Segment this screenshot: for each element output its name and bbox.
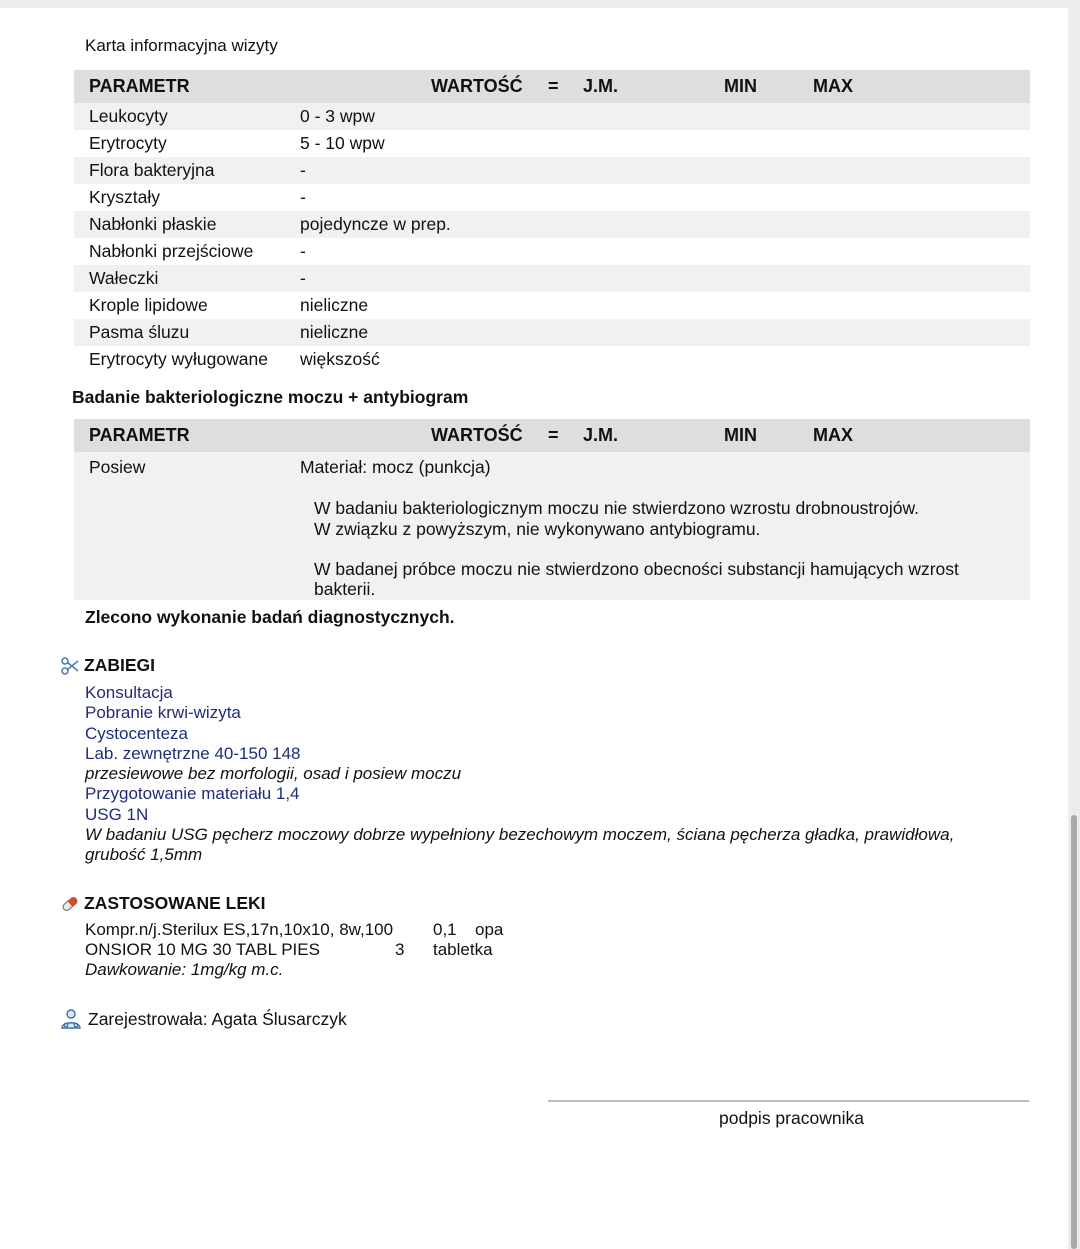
procedure-note: przesiewowe bez morfologii, osad i posiew moczu (85, 764, 462, 784)
signature-label: podpis pracownika (719, 1108, 864, 1128)
param-name: Nabłonki płaskie (89, 214, 217, 234)
dosage-text: Dawkowanie: 1mg/kg m.c. (85, 960, 284, 979)
param-name: Wałeczki (89, 268, 159, 288)
header-eq: = (548, 76, 559, 96)
param-value: większość (300, 349, 380, 369)
document-title: Karta informacyjna wizyty (85, 36, 278, 55)
medication-qty: 0,1 (433, 920, 457, 939)
procedure-item: Cystocenteza (85, 723, 188, 743)
bacteriology-title: Badanie bakteriologiczne moczu + antybiogram (72, 387, 469, 407)
param-name: Erytrocyty wyługowane (89, 349, 268, 369)
result-line: bakterii. (314, 579, 376, 599)
bacteriology-row (74, 452, 1030, 600)
table-header (74, 70, 1030, 103)
param-name: Erytrocyty (89, 133, 167, 153)
medication-name: ONSIOR 10 MG 30 TABL PIES (85, 940, 320, 959)
header-wartosc: WARTOŚĆ (431, 425, 523, 445)
header-min: MIN (724, 425, 757, 445)
param-name: Nabłonki przejściowe (89, 241, 254, 261)
material-value: Materiał: mocz (punkcja) (300, 457, 491, 477)
procedure-note: W badaniu USG pęcherz moczowy dobrze wypełniony bezechowym moczem, ściana pęcherza gładka, prawidłowa, (85, 825, 955, 845)
header-max: MAX (813, 425, 853, 445)
param-name: Leukocyty (89, 106, 168, 126)
medications-title: ZASTOSOWANE LEKI (84, 893, 266, 913)
table-row (74, 103, 1030, 130)
table-row (74, 130, 1030, 157)
param-value: - (300, 268, 306, 288)
param-value: - (300, 160, 306, 180)
header-parametr: PARAMETR (89, 76, 190, 96)
result-line: W badaniu bakteriologicznym moczu nie stwierdzono wzrostu drobnoustrojów. (314, 498, 920, 518)
procedures-list (85, 683, 954, 866)
table-row (74, 238, 1030, 265)
header-parametr: PARAMETR (89, 425, 190, 445)
header-max: MAX (813, 76, 853, 96)
procedure-item: Lab. zewnętrzne 40-150 148 (85, 743, 301, 763)
table-row (74, 211, 1030, 238)
param-value: nieliczne (300, 295, 369, 315)
table-row (74, 346, 1030, 373)
sediment-table (74, 70, 1030, 373)
procedure-item: Pobranie krwi-wizyta (85, 703, 241, 723)
param-value: - (300, 241, 306, 261)
procedure-item: Konsultacja (85, 683, 173, 702)
result-line: W związku z powyższym, nie wykonywano antybiogramu. (314, 519, 761, 539)
procedure-item: Przygotowanie materiału 1,4 (85, 784, 300, 804)
scissors-icon (60, 656, 80, 676)
table-row (74, 265, 1030, 292)
param-value: nieliczne (300, 322, 369, 342)
registered-by-text: Zarejestrowała: Agata Ślusarczyk (88, 1008, 347, 1029)
bacteriology-table (74, 419, 1030, 600)
procedures-title: ZABIEGI (84, 655, 155, 675)
medication-name: Kompr.n/j.Sterilux ES,17n,10x10, 8w,100 (85, 920, 394, 939)
medication-unit: opa (475, 920, 504, 939)
procedure-item: USG 1N (85, 804, 149, 824)
ordered-note: Zlecono wykonanie badań diagnostycznych. (85, 607, 455, 627)
table-row (74, 184, 1030, 211)
medication-unit: tabletka (433, 940, 493, 959)
medication-qty: 3 (395, 940, 405, 959)
param-value: - (300, 187, 306, 207)
header-wartosc: WARTOŚĆ (431, 76, 523, 96)
param-value: pojedyncze w prep. (300, 214, 451, 234)
table-row (74, 319, 1030, 346)
param-name: Posiew (89, 457, 146, 477)
user-icon (60, 1008, 82, 1030)
registered-by (60, 1008, 347, 1030)
header-jm: J.M. (583, 425, 619, 445)
param-value: 0 - 3 wpw (300, 106, 375, 126)
header-min: MIN (724, 76, 757, 96)
header-jm: J.M. (583, 76, 619, 96)
document-page (0, 8, 1068, 1249)
signature-line (548, 1100, 1029, 1102)
table-row (74, 157, 1030, 184)
param-name: Kryształy (89, 187, 160, 207)
table-row (74, 292, 1030, 319)
table-header (74, 419, 1030, 452)
result-line: W badanej próbce moczu nie stwierdzono obecności substancji hamujących wzrost (314, 559, 959, 579)
param-name: Flora bakteryjna (89, 160, 215, 180)
scrollbar[interactable] (1071, 815, 1077, 1249)
param-value: 5 - 10 wpw (300, 133, 385, 153)
medications-header (60, 893, 266, 914)
procedure-note: grubość 1,5mm (85, 845, 203, 865)
param-name: Krople lipidowe (89, 295, 208, 315)
param-name: Pasma śluzu (89, 322, 190, 342)
pill-icon (60, 894, 80, 914)
procedures-header (60, 655, 155, 676)
header-eq: = (548, 425, 559, 445)
